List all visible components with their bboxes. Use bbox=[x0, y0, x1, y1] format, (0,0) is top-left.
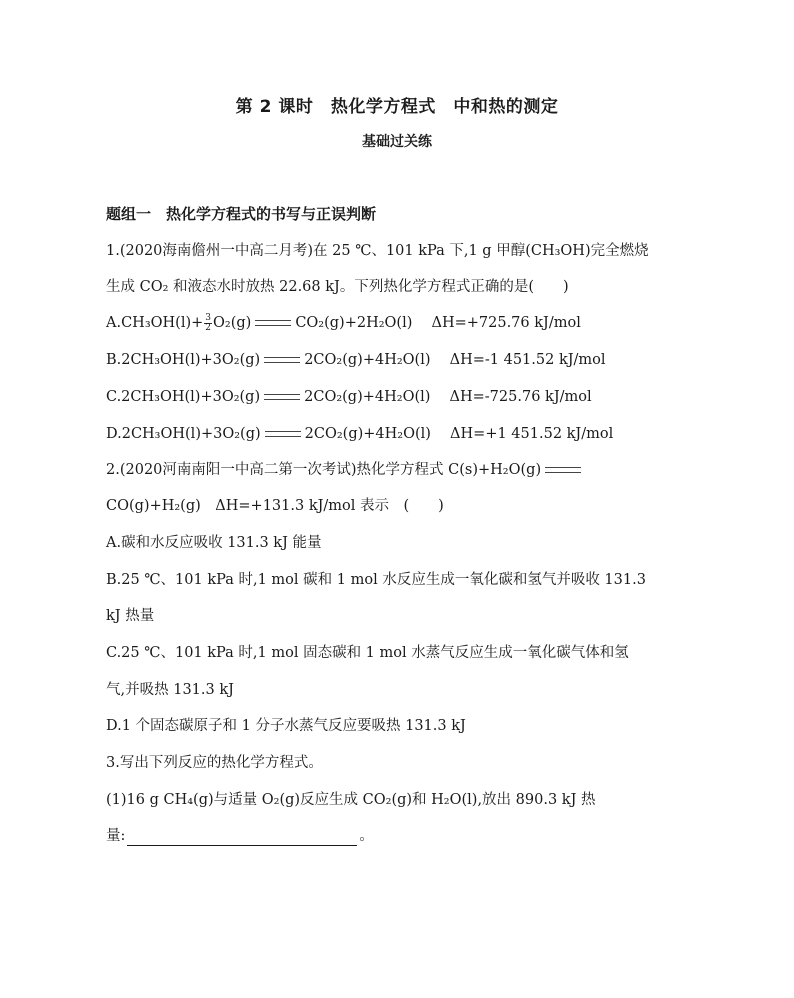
q1-stem-line2: 生成 CO₂ 和液态水时放热 22.68 kJ。下列热化学方程式正确的是( ) bbox=[106, 279, 569, 295]
fraction-numerator: 3 bbox=[205, 312, 212, 323]
q2-option-d: D.1 个固态碳原子和 1 分子水蒸气反应要吸热 131.3 kJ bbox=[106, 718, 466, 734]
page-title: 第 2 课时 热化学方程式 中和热的测定 bbox=[235, 97, 559, 117]
q2-stem-line1 bbox=[106, 460, 585, 480]
q1-option-d-right: 2CO₂(g)+4H₂O(l) ΔH=+1 451.52 kJ/mol bbox=[304, 426, 614, 442]
q2-option-c-line1: C.25 ℃、101 kPa 时,1 mol 固态碳和 1 mol 水蒸气反应生成一氧化碳气体和氢 bbox=[106, 645, 629, 661]
q1-option-c-right: 2CO₂(g)+4H₂O(l) ΔH=-725.76 kJ/mol bbox=[304, 389, 592, 405]
fraction bbox=[204, 314, 212, 333]
equals-arrow-icon bbox=[264, 357, 300, 363]
q3-sub1-line1: (1)16 g CH₄(g)与适量 O₂(g)反应生成 CO₂(g)和 H₂O(l),放出 890.3 kJ 热 bbox=[106, 792, 596, 808]
q2-option-b-line1: B.25 ℃、101 kPa 时,1 mol 碳和 1 mol 水反应生成一氧化碳和氢气并吸收 131.3 bbox=[106, 572, 646, 588]
equals-arrow-icon bbox=[255, 320, 291, 326]
equals-arrow-icon bbox=[545, 467, 581, 473]
q1-stem-line1: 1.(2020海南儋州一中高二月考)在 25 ℃、101 kPa 下,1 g 甲醇(CH₃OH)完全燃烧 bbox=[106, 243, 649, 259]
page-subtitle: 基础过关练 bbox=[362, 134, 432, 150]
q1-option-b-right: 2CO₂(g)+4H₂O(l) ΔH=-1 451.52 kJ/mol bbox=[304, 352, 606, 368]
q3-sub1-line2 bbox=[106, 826, 374, 846]
q1-option-b bbox=[106, 350, 606, 370]
answer-blank[interactable] bbox=[127, 829, 357, 846]
q3-sub1-suffix: 。 bbox=[359, 828, 374, 844]
q2-option-b-line2: kJ 热量 bbox=[106, 608, 155, 624]
section-heading: 题组一 热化学方程式的书写与正误判断 bbox=[106, 205, 377, 223]
q2-stem-line1-text: 2.(2020河南南阳一中高二第一次考试)热化学方程式 C(s)+H₂O(g) bbox=[106, 462, 542, 478]
q3-sub1-prefix: 量: bbox=[106, 828, 126, 844]
equals-arrow-icon bbox=[265, 431, 301, 437]
q2-stem-line2: CO(g)+H₂(g) ΔH=+131.3 kJ/mol 表示 ( ) bbox=[106, 498, 444, 514]
q1-option-b-left: B.2CH₃OH(l)+3O₂(g) bbox=[106, 352, 261, 368]
q2-option-c-line2: 气,并吸热 131.3 kJ bbox=[106, 682, 234, 698]
q1-option-c bbox=[106, 387, 592, 407]
q1-option-c-left: C.2CH₃OH(l)+3O₂(g) bbox=[106, 389, 261, 405]
q2-option-a: A.碳和水反应吸收 131.3 kJ 能量 bbox=[106, 535, 322, 551]
equals-arrow-icon bbox=[264, 394, 300, 400]
q1-option-a-left-post: O₂(g) bbox=[213, 315, 252, 331]
q1-option-a-right: CO₂(g)+2H₂O(l) ΔH=+725.76 kJ/mol bbox=[295, 315, 581, 331]
q1-option-d-left: D.2CH₃OH(l)+3O₂(g) bbox=[106, 426, 261, 442]
q1-option-d bbox=[106, 424, 613, 444]
q1-option-a bbox=[106, 313, 581, 333]
fraction-denominator: 2 bbox=[205, 322, 212, 333]
q1-option-a-left-pre: A.CH₃OH(l)+ bbox=[106, 315, 204, 331]
q3-stem: 3.写出下列反应的热化学方程式。 bbox=[106, 755, 323, 771]
